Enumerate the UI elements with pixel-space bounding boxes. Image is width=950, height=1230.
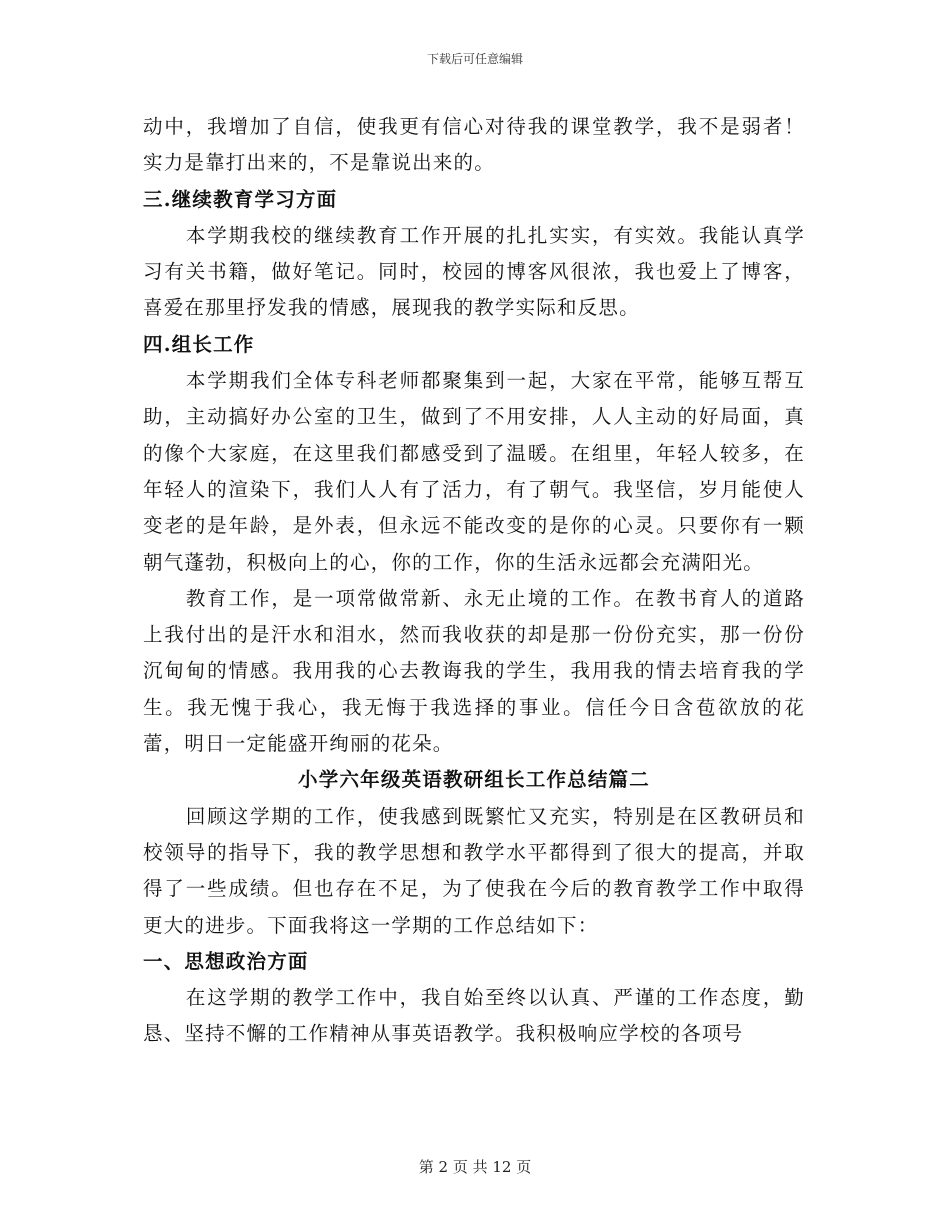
- paragraph: 在这学期的教学工作中，我自始至终以认真、严谨的工作态度，勤恳、坚持不懈的工作精神从事英语教学。我积极响应学校的各项号: [143, 986, 805, 1046]
- section-heading: 三.继续教育学习方面: [143, 187, 338, 211]
- page-header: 下载后可任意编辑: [426, 52, 523, 66]
- section-heading: 一、思想政治方面: [143, 949, 309, 973]
- article-title: 小学六年级英语教研组长工作总结篇二: [298, 768, 650, 792]
- paragraph: 动中，我增加了自信，使我更有信心对待我的课堂教学，我不是弱者！实力是靠打出来的，不是靠说出来的。: [143, 115, 805, 175]
- document-body: [143, 109, 805, 1053]
- page-footer: 第 2 页 共 12 页: [418, 1158, 532, 1176]
- paragraph: 本学期我们全体专科老师都聚集到一起，大家在平常，能够互帮互助，主动搞好办公室的卫生，做到了不用安排，人人主动的好局面，真的像个大家庭，在这里我们都感受到了温暖。在组里，年轻人较多，在年轻人的渲染下，我们人人有了活力，有了朝气。我坚信，岁月能使人变老的是年龄，是外表，但永远不能改变的是你的心灵。只要你有一颗朝气蓬勃，积极向上的心，你的工作，你的生活永远都会充满阳光。: [143, 369, 805, 574]
- paragraph: 回顾这学期的工作，使我感到既繁忙又充实，特别是在区教研员和校领导的指导下，我的教学思想和教学水平都得到了很大的提高，并取得了一些成绩。但也存在不足，为了使我在今后的教育教学工作中取得更大的进步。下面我将这一学期的工作总结如下：: [143, 804, 805, 937]
- section-heading: 四.组长工作: [143, 332, 255, 356]
- paragraph: 本学期我校的继续教育工作开展的扎扎实实，有实效。我能认真学习有关书籍，做好笔记。同时，校园的博客风很浓，我也爱上了博客，喜爱在那里抒发我的情感，展现我的教学实际和反思。: [143, 223, 805, 320]
- paragraph: 教育工作，是一项常做常新、永无止境的工作。在教书育人的道路上我付出的是汗水和泪水，然而我收获的却是那一份份充实，那一份份沉甸甸的情感。我用我的心去教诲我的学生，我用我的情去培育我的学生。我无愧于我心，我无悔于我选择的事业。信任今日含苞欲放的花蕾，明日一定能盛开绚丽的花朵。: [143, 586, 805, 756]
